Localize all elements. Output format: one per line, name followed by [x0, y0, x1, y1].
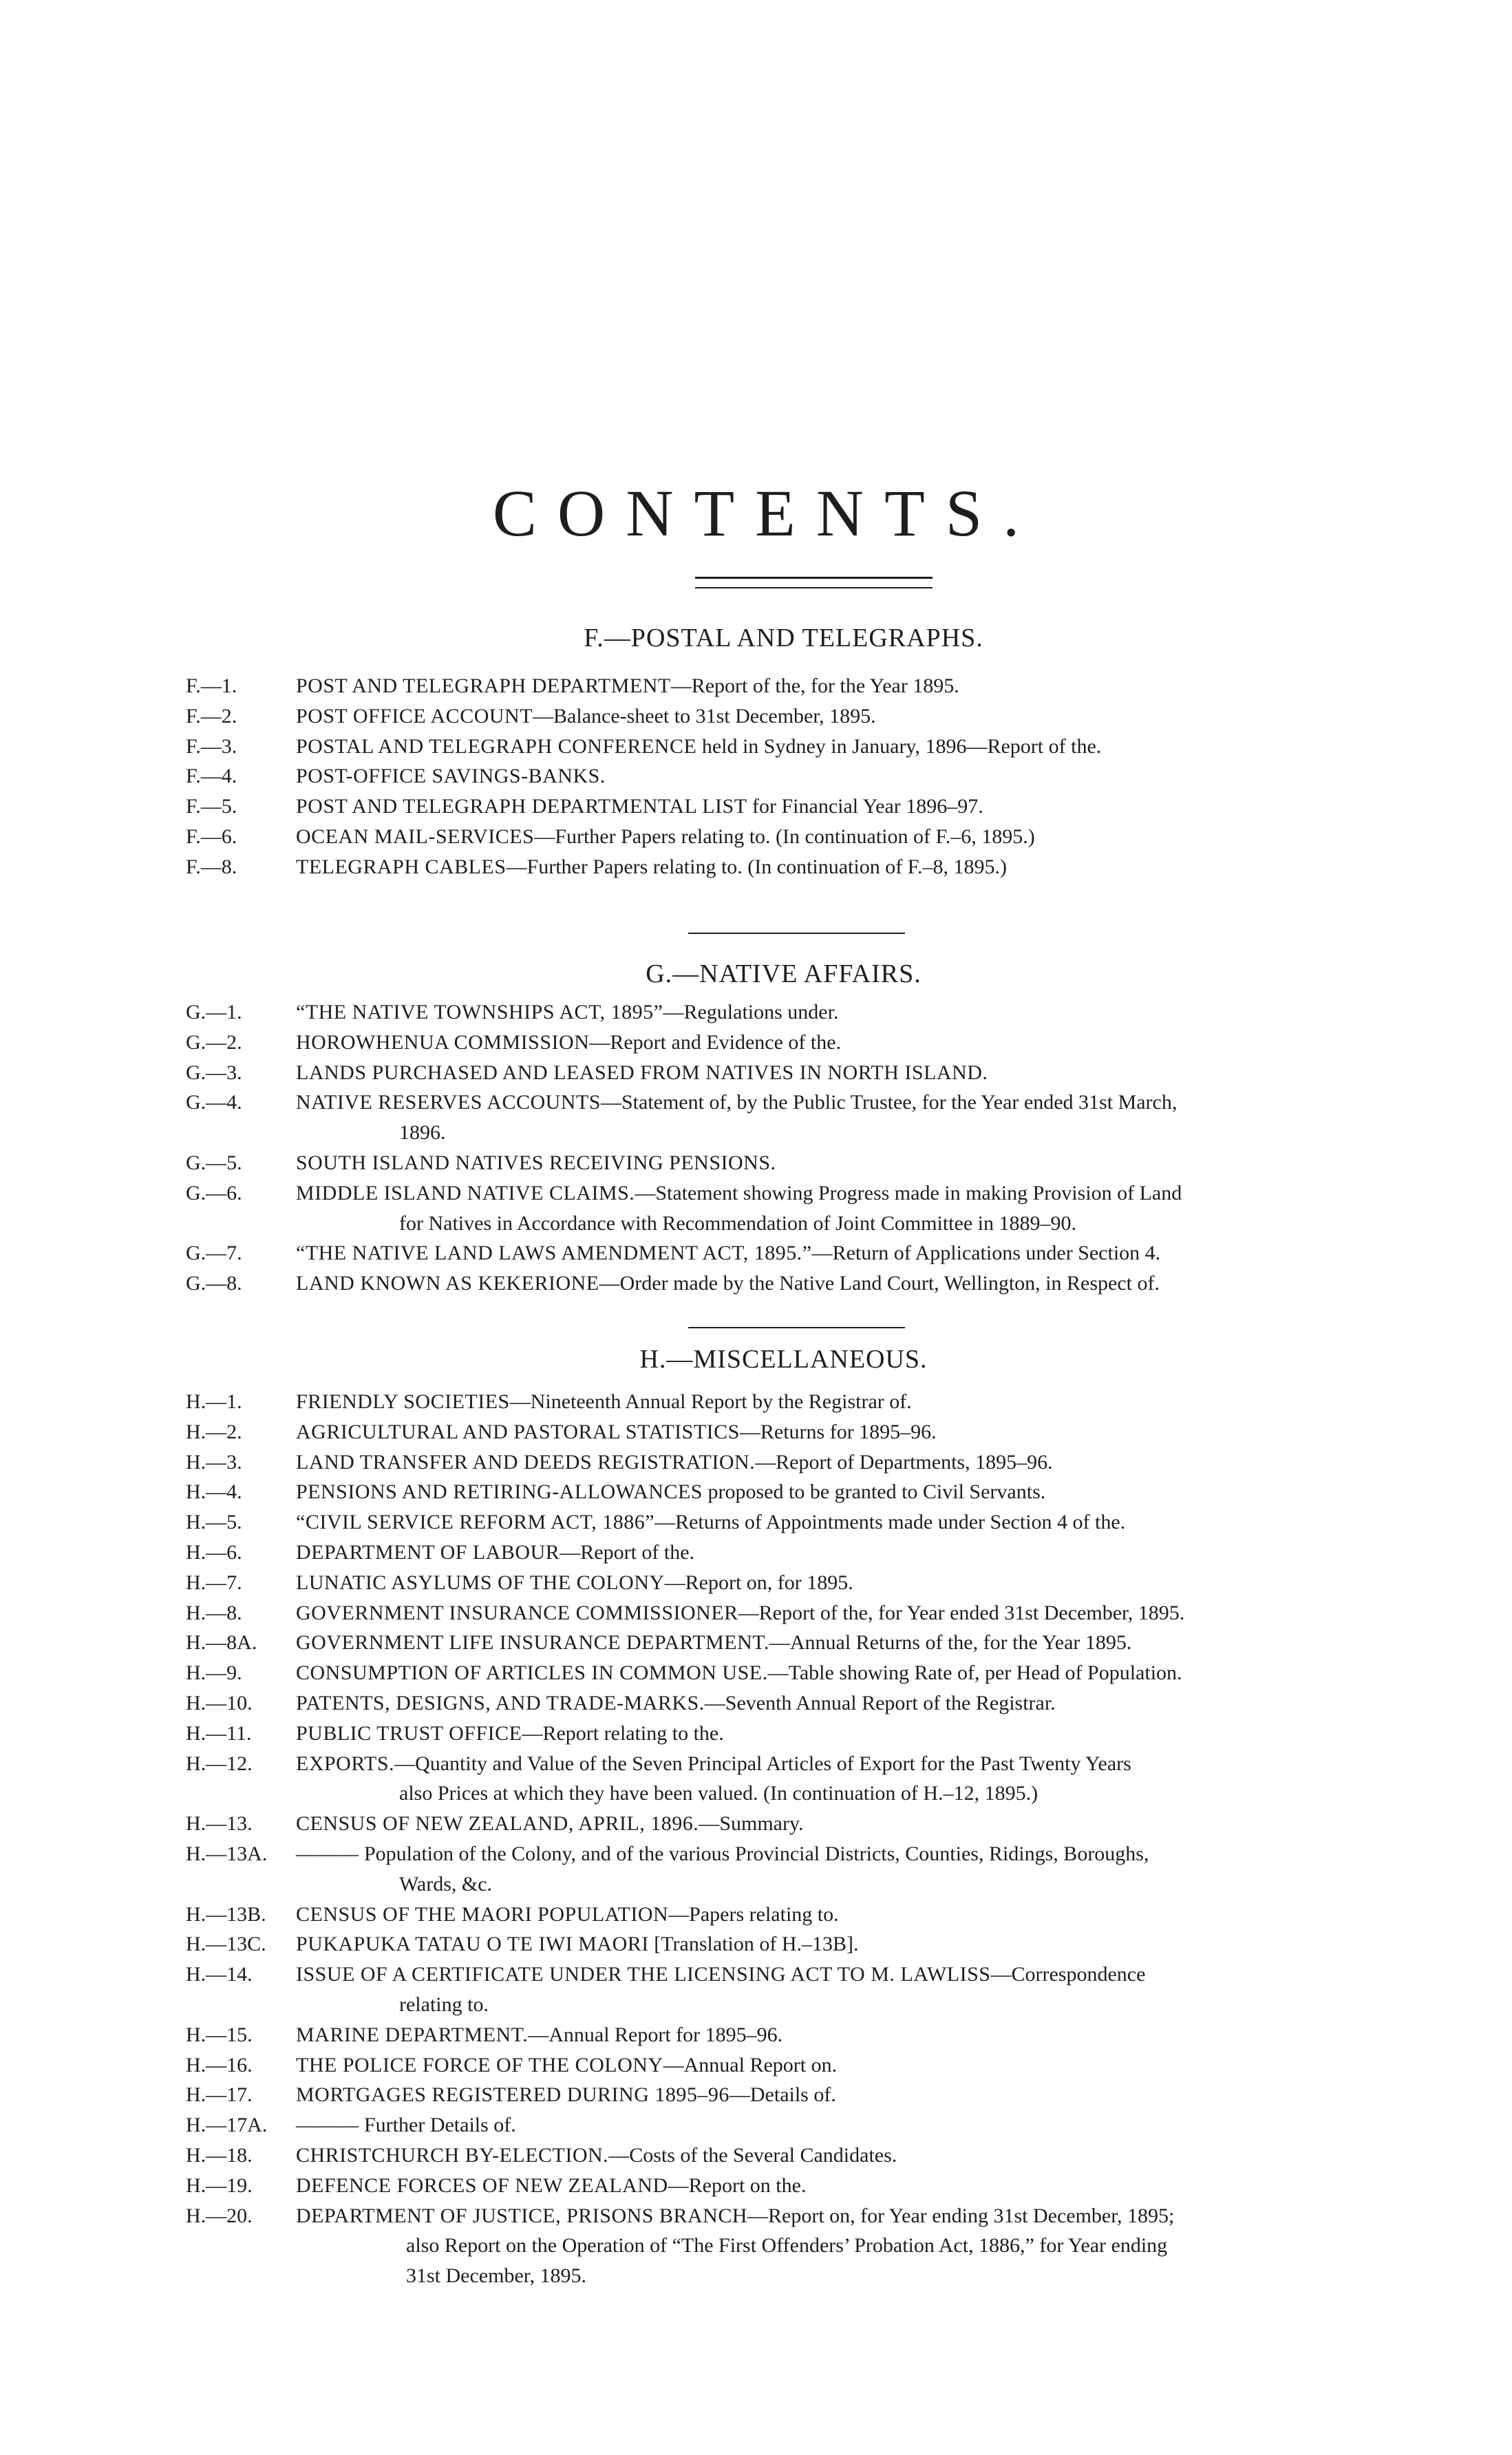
contents-entry: [0, 1628, 1512, 1658]
contents-entry: [0, 1568, 1512, 1598]
contents-entry: [0, 2080, 1512, 2110]
entry-number: H.—7.: [186, 1571, 242, 1594]
contents-entry: [0, 1387, 1512, 1417]
entry-description: —Annual Report on.: [663, 2053, 838, 2076]
entry-description: —Balance-sheet to 31st December, 1895.: [533, 704, 876, 727]
entry-body: [296, 1568, 1395, 1598]
entry-title: ISSUE OF A CERTIFICATE UNDER THE LICENSING ACT TO M. LAWLISS: [296, 1963, 991, 1986]
entry-body: [296, 1387, 1395, 1417]
entry-description: for Financial Year 1896–97.: [747, 795, 983, 818]
contents-entry: [0, 1658, 1512, 1688]
entry-title: POST AND TELEGRAPH DEPARTMENTAL LIST: [296, 795, 747, 818]
entry-body: [296, 2110, 1395, 2140]
entry-continuation: also Prices at which they have been valued. (In continuation of H.–12, 1895.): [399, 1782, 1039, 1805]
entry-title: POST AND TELEGRAPH DEPARTMENT: [296, 674, 671, 697]
entry-body: [296, 1658, 1395, 1688]
entry-number: H.—4.: [186, 1480, 242, 1504]
contents-entry: [0, 1538, 1512, 1568]
section-separator: [688, 933, 905, 934]
entry-body: [296, 2020, 1395, 2050]
contents-entry: [0, 1598, 1512, 1628]
entry-description: —Report on the.: [668, 2174, 807, 2197]
entry-number: F.—5.: [186, 795, 237, 818]
entry-body: [296, 1087, 1395, 1148]
contents-entry: [0, 1507, 1512, 1538]
entry-list-f: [0, 671, 1512, 882]
entry-description: —Costs of the Several Candidates.: [608, 2143, 897, 2167]
entry-body: [296, 1447, 1395, 1478]
entry-number: F.—8.: [186, 855, 237, 878]
entry-number: F.—1.: [186, 674, 237, 697]
contents-entry: [0, 1959, 1512, 2020]
entry-number: H.—16.: [186, 2053, 253, 2076]
section-heading-f: F.—POSTAL AND TELEGRAPHS.: [584, 624, 983, 652]
entry-title: POST OFFICE ACCOUNT: [296, 704, 533, 727]
entry-description: —Report relating to the.: [522, 1721, 724, 1745]
entry-number: H.—5.: [186, 1511, 242, 1534]
entry-number: H.—2.: [186, 1420, 242, 1443]
entry-continuation: 31st December, 1895.: [406, 2264, 587, 2288]
entry-number: H.—13B.: [186, 1902, 266, 1926]
section-f: [0, 623, 1512, 882]
entry-body: [296, 671, 1395, 701]
entry-number: H.—13A.: [186, 1842, 268, 1865]
entry-body: [296, 1507, 1395, 1538]
entry-list-g: [0, 997, 1512, 1299]
contents-entry: [0, 761, 1512, 791]
contents-entry: [0, 1238, 1512, 1268]
entry-number: H.—19.: [186, 2174, 253, 2197]
entry-continuation: Wards, &c.: [399, 1872, 493, 1895]
entry-title: CENSUS OF NEW ZEALAND, APRIL, 1896.: [296, 1812, 699, 1836]
contents-entry: [0, 2201, 1512, 2291]
entry-title: POST-OFFICE SAVINGS-BANKS.: [296, 765, 606, 788]
entry-title: LUNATIC ASYLUMS OF THE COLONY: [296, 1571, 665, 1594]
entry-body: [296, 1058, 1395, 1088]
section-separator: [688, 1327, 905, 1328]
entry-title: GOVERNMENT LIFE INSURANCE DEPARTMENT.: [296, 1631, 769, 1655]
contents-entry: [0, 822, 1512, 852]
entry-description: —Annual Report for 1895–96.: [528, 2023, 783, 2046]
entry-description: —Report of the.: [560, 1540, 695, 1564]
entry-description: —Returns of Appointments made under Section 4 of the.: [654, 1511, 1126, 1534]
entry-title: ———: [296, 2114, 359, 2137]
entry-body: [296, 1268, 1395, 1299]
contents-entry: [0, 2050, 1512, 2081]
contents-entry: [0, 997, 1512, 1028]
contents-entry: [0, 1719, 1512, 1749]
entry-body: [296, 791, 1395, 822]
entry-title: PUKAPUKA TATAU O TE IWI MAORI: [296, 1933, 649, 1956]
entry-description: —Seventh Annual Report of the Registrar.: [704, 1691, 1056, 1714]
entry-body: [296, 1929, 1395, 1959]
contents-entry: [0, 1688, 1512, 1719]
entry-body: [296, 1959, 1395, 2020]
entry-title: DEFENCE FORCES OF NEW ZEALAND: [296, 2174, 668, 2197]
entry-body: [296, 1749, 1395, 1809]
entry-number: H.—10.: [186, 1691, 253, 1714]
entry-number: H.—8.: [186, 1601, 242, 1624]
entry-title: DEPARTMENT OF LABOUR: [296, 1540, 560, 1564]
entry-description: —Papers relating to.: [668, 1902, 839, 1926]
entry-body: [296, 1839, 1395, 1900]
contents-entry: [0, 1148, 1512, 1178]
entry-description: —Further Papers relating to. (In continuation of F.–8, 1895.): [506, 855, 1007, 878]
entry-number: H.—1.: [186, 1390, 242, 1413]
entry-description: —Nineteenth Annual Report by the Registrar of.: [509, 1390, 912, 1413]
section-heading-g: G.—NATIVE AFFAIRS.: [646, 959, 922, 988]
contents-entry: [0, 1028, 1512, 1058]
entry-title: TELEGRAPH CABLES: [296, 855, 507, 878]
entry-body: [296, 822, 1395, 852]
entry-description: —Return of Applications under Section 4.: [811, 1242, 1161, 1265]
section-g: [0, 959, 1512, 1299]
entry-body: [296, 1477, 1395, 1507]
entry-body: [296, 1178, 1395, 1239]
entry-body: [296, 2140, 1395, 2171]
entry-title: CENSUS OF THE MAORI POPULATION: [296, 1902, 669, 1926]
entry-body: [296, 1417, 1395, 1447]
contents-entry: [0, 1058, 1512, 1088]
entry-title: MARINE DEPARTMENT.: [296, 2023, 529, 2046]
contents-entry: [0, 732, 1512, 762]
contents-entry: [0, 2140, 1512, 2171]
entry-title: ———: [296, 1842, 359, 1865]
contents-entry: [0, 1900, 1512, 1930]
entry-body: [296, 1719, 1395, 1749]
entry-body: [296, 2080, 1395, 2110]
entry-number: H.—13C.: [186, 1933, 266, 1956]
entry-description: —Report of the, for Year ended 31st December, 1895.: [738, 1601, 1185, 1624]
entry-number: G.—1.: [186, 1001, 242, 1023]
entry-number: G.—4.: [186, 1091, 242, 1114]
entry-number: F.—6.: [186, 825, 237, 848]
entry-continuation: also Report on the Operation of “The First Offenders’ Probation Act, 1886,” for Year ending: [406, 2234, 1168, 2257]
entry-number: F.—2.: [186, 704, 237, 727]
entry-body: [296, 701, 1395, 732]
entry-title: AGRICULTURAL AND PASTORAL STATISTICS: [296, 1420, 740, 1443]
entry-description: —Table showing Rate of, per Head of Population.: [767, 1661, 1182, 1685]
entry-body: [296, 761, 1395, 791]
entry-description: —Details of.: [729, 2083, 836, 2107]
entry-number: G.—5.: [186, 1151, 242, 1174]
entry-description: —Report of Departments, 1895–96.: [755, 1450, 1053, 1474]
contents-entry: [0, 791, 1512, 822]
entry-number: H.—11.: [186, 1721, 252, 1745]
entry-body: [296, 852, 1395, 882]
entry-title: “THE NATIVE TOWNSHIPS ACT, 1895”: [296, 1001, 663, 1023]
page-title: CONTENTS.: [492, 476, 1041, 550]
entry-title: POSTAL AND TELEGRAPH CONFERENCE: [296, 734, 697, 758]
entry-description: —Summary.: [699, 1812, 804, 1836]
entry-title: CONSUMPTION OF ARTICLES IN COMMON USE.: [296, 1661, 768, 1685]
contents-entry: [0, 2110, 1512, 2140]
entry-title: “CIVIL SERVICE REFORM ACT, 1886”: [296, 1511, 655, 1534]
entry-body: [296, 1538, 1395, 1568]
entry-title: MORTGAGES REGISTERED DURING 1895–96: [296, 2083, 730, 2107]
entry-title: HOROWHENUA COMMISSION: [296, 1030, 590, 1054]
section-h: [0, 1344, 1512, 2291]
contents-entry: [0, 1087, 1512, 1148]
entry-description: —Regulations under.: [663, 1001, 839, 1023]
entry-number: H.—13.: [186, 1812, 253, 1836]
entry-body: [296, 997, 1395, 1028]
entry-title: PUBLIC TRUST OFFICE: [296, 1721, 522, 1745]
contents-entry: [0, 1809, 1512, 1839]
entry-description: Population of the Colony, and of the various Provincial Districts, Counties, Ridings, Boroughs,: [359, 1842, 1149, 1865]
entry-number: H.—17.: [186, 2083, 253, 2107]
entry-number: H.—17A.: [186, 2114, 268, 2137]
entry-number: H.—20.: [186, 2204, 253, 2227]
entry-title: DEPARTMENT OF JUSTICE, PRISONS BRANCH: [296, 2204, 747, 2227]
entry-body: [296, 1688, 1395, 1719]
entry-description: —Report on, for Year ending 31st December, 1895;: [747, 2204, 1175, 2227]
entry-title: EXPORTS.: [296, 1752, 395, 1775]
entry-body: [296, 2171, 1395, 2201]
entry-description: —Further Papers relating to. (In continuation of F.–6, 1895.): [534, 825, 1035, 848]
entry-body: [296, 1900, 1395, 1930]
entry-description: —Statement showing Progress made in making Provision of Land: [635, 1181, 1182, 1204]
entry-title: PENSIONS AND RETIRING-ALLOWANCES: [296, 1480, 703, 1504]
entry-description: Further Details of.: [359, 2114, 516, 2137]
entry-number: H.—8A.: [186, 1631, 257, 1655]
entry-description: —Returns for 1895–96.: [739, 1420, 937, 1443]
entry-number: G.—2.: [186, 1030, 242, 1054]
entry-body: [296, 1028, 1395, 1058]
entry-number: H.—9.: [186, 1661, 242, 1685]
entry-title: MIDDLE ISLAND NATIVE CLAIMS.: [296, 1181, 635, 1204]
contents-entry: [0, 852, 1512, 882]
entry-number: G.—7.: [186, 1242, 242, 1265]
entry-title: GOVERNMENT INSURANCE COMMISSIONER: [296, 1601, 738, 1624]
entry-body: [296, 1809, 1395, 1839]
contents-entry: [0, 2020, 1512, 2050]
entry-number: G.—3.: [186, 1061, 242, 1084]
entry-description: —Correspondence: [990, 1963, 1146, 1986]
entry-number: H.—3.: [186, 1450, 242, 1474]
entry-description: —Quantity and Value of the Seven Principal Articles of Export for the Past Twenty Years: [394, 1752, 1131, 1775]
contents-entry: [0, 1839, 1512, 1900]
entry-title: FRIENDLY SOCIETIES: [296, 1390, 510, 1413]
entry-number: H.—6.: [186, 1540, 242, 1564]
entry-title: PATENTS, DESIGNS, AND TRADE-MARKS.: [296, 1691, 705, 1714]
entry-title: LAND TRANSFER AND DEEDS REGISTRATION.: [296, 1450, 756, 1474]
entry-list-h: [0, 1387, 1512, 2291]
entry-description: —Statement of, by the Public Trustee, for the Year ended 31st March,: [600, 1091, 1178, 1114]
entry-body: [296, 1148, 1395, 1178]
entry-number: H.—14.: [186, 1963, 253, 1986]
contents-entry: [0, 1477, 1512, 1507]
entry-description: —Report of the, for the Year 1895.: [670, 674, 959, 697]
entry-body: [296, 2201, 1395, 2291]
entry-title: CHRISTCHURCH BY-ELECTION.: [296, 2143, 609, 2167]
contents-entry: [0, 1447, 1512, 1478]
entry-description: proposed to be granted to Civil Servants.: [703, 1480, 1046, 1504]
contents-entry: [0, 2171, 1512, 2201]
contents-entry: [0, 1178, 1512, 1239]
entry-body: [296, 1238, 1395, 1268]
contents-entry: [0, 671, 1512, 701]
entry-number: F.—4.: [186, 765, 237, 788]
entry-description: [Translation of H.–13B].: [648, 1933, 859, 1956]
contents-entry: [0, 1749, 1512, 1809]
entry-number: H.—15.: [186, 2023, 253, 2046]
contents-entry: [0, 701, 1512, 732]
entry-continuation: relating to.: [399, 1992, 489, 2016]
entry-number: G.—6.: [186, 1181, 242, 1204]
entry-body: [296, 1598, 1395, 1628]
entry-title: LANDS PURCHASED AND LEASED FROM NATIVES IN NORTH ISLAND.: [296, 1061, 988, 1084]
entry-description: —Order made by the Native Land Court, Wellington, in Respect of.: [599, 1272, 1160, 1295]
entry-continuation: for Natives in Accordance with Recommendation of Joint Committee in 1889–90.: [399, 1211, 1076, 1235]
entry-title: “THE NATIVE LAND LAWS AMENDMENT ACT, 1895.”: [296, 1242, 812, 1265]
entry-body: [296, 1628, 1395, 1658]
contents-entry: [0, 1268, 1512, 1299]
entry-description: —Report on, for 1895.: [664, 1571, 853, 1594]
entry-title: LAND KNOWN AS KEKERIONE: [296, 1272, 599, 1295]
title-double-rule: [695, 577, 933, 588]
entry-description: —Annual Returns of the, for the Year 1895.: [769, 1631, 1132, 1655]
entry-body: [296, 732, 1395, 762]
entry-number: F.—3.: [186, 734, 237, 758]
entry-title: NATIVE RESERVES ACCOUNTS: [296, 1091, 601, 1114]
entry-description: —Report and Evidence of the.: [589, 1030, 842, 1054]
contents-entry: [0, 1417, 1512, 1447]
entry-continuation: 1896.: [399, 1121, 446, 1145]
entry-title: OCEAN MAIL-SERVICES: [296, 825, 535, 848]
entry-number: G.—8.: [186, 1272, 242, 1295]
entry-body: [296, 2050, 1395, 2081]
entry-description: held in Sydney in January, 1896—Report of the.: [696, 734, 1102, 758]
contents-entry: [0, 1929, 1512, 1959]
entry-title: SOUTH ISLAND NATIVES RECEIVING PENSIONS.: [296, 1151, 776, 1174]
entry-title: THE POLICE FORCE OF THE COLONY: [296, 2053, 663, 2076]
section-heading-h: H.—MISCELLANEOUS.: [639, 1345, 928, 1374]
entry-number: H.—18.: [186, 2143, 253, 2167]
entry-number: H.—12.: [186, 1752, 253, 1775]
